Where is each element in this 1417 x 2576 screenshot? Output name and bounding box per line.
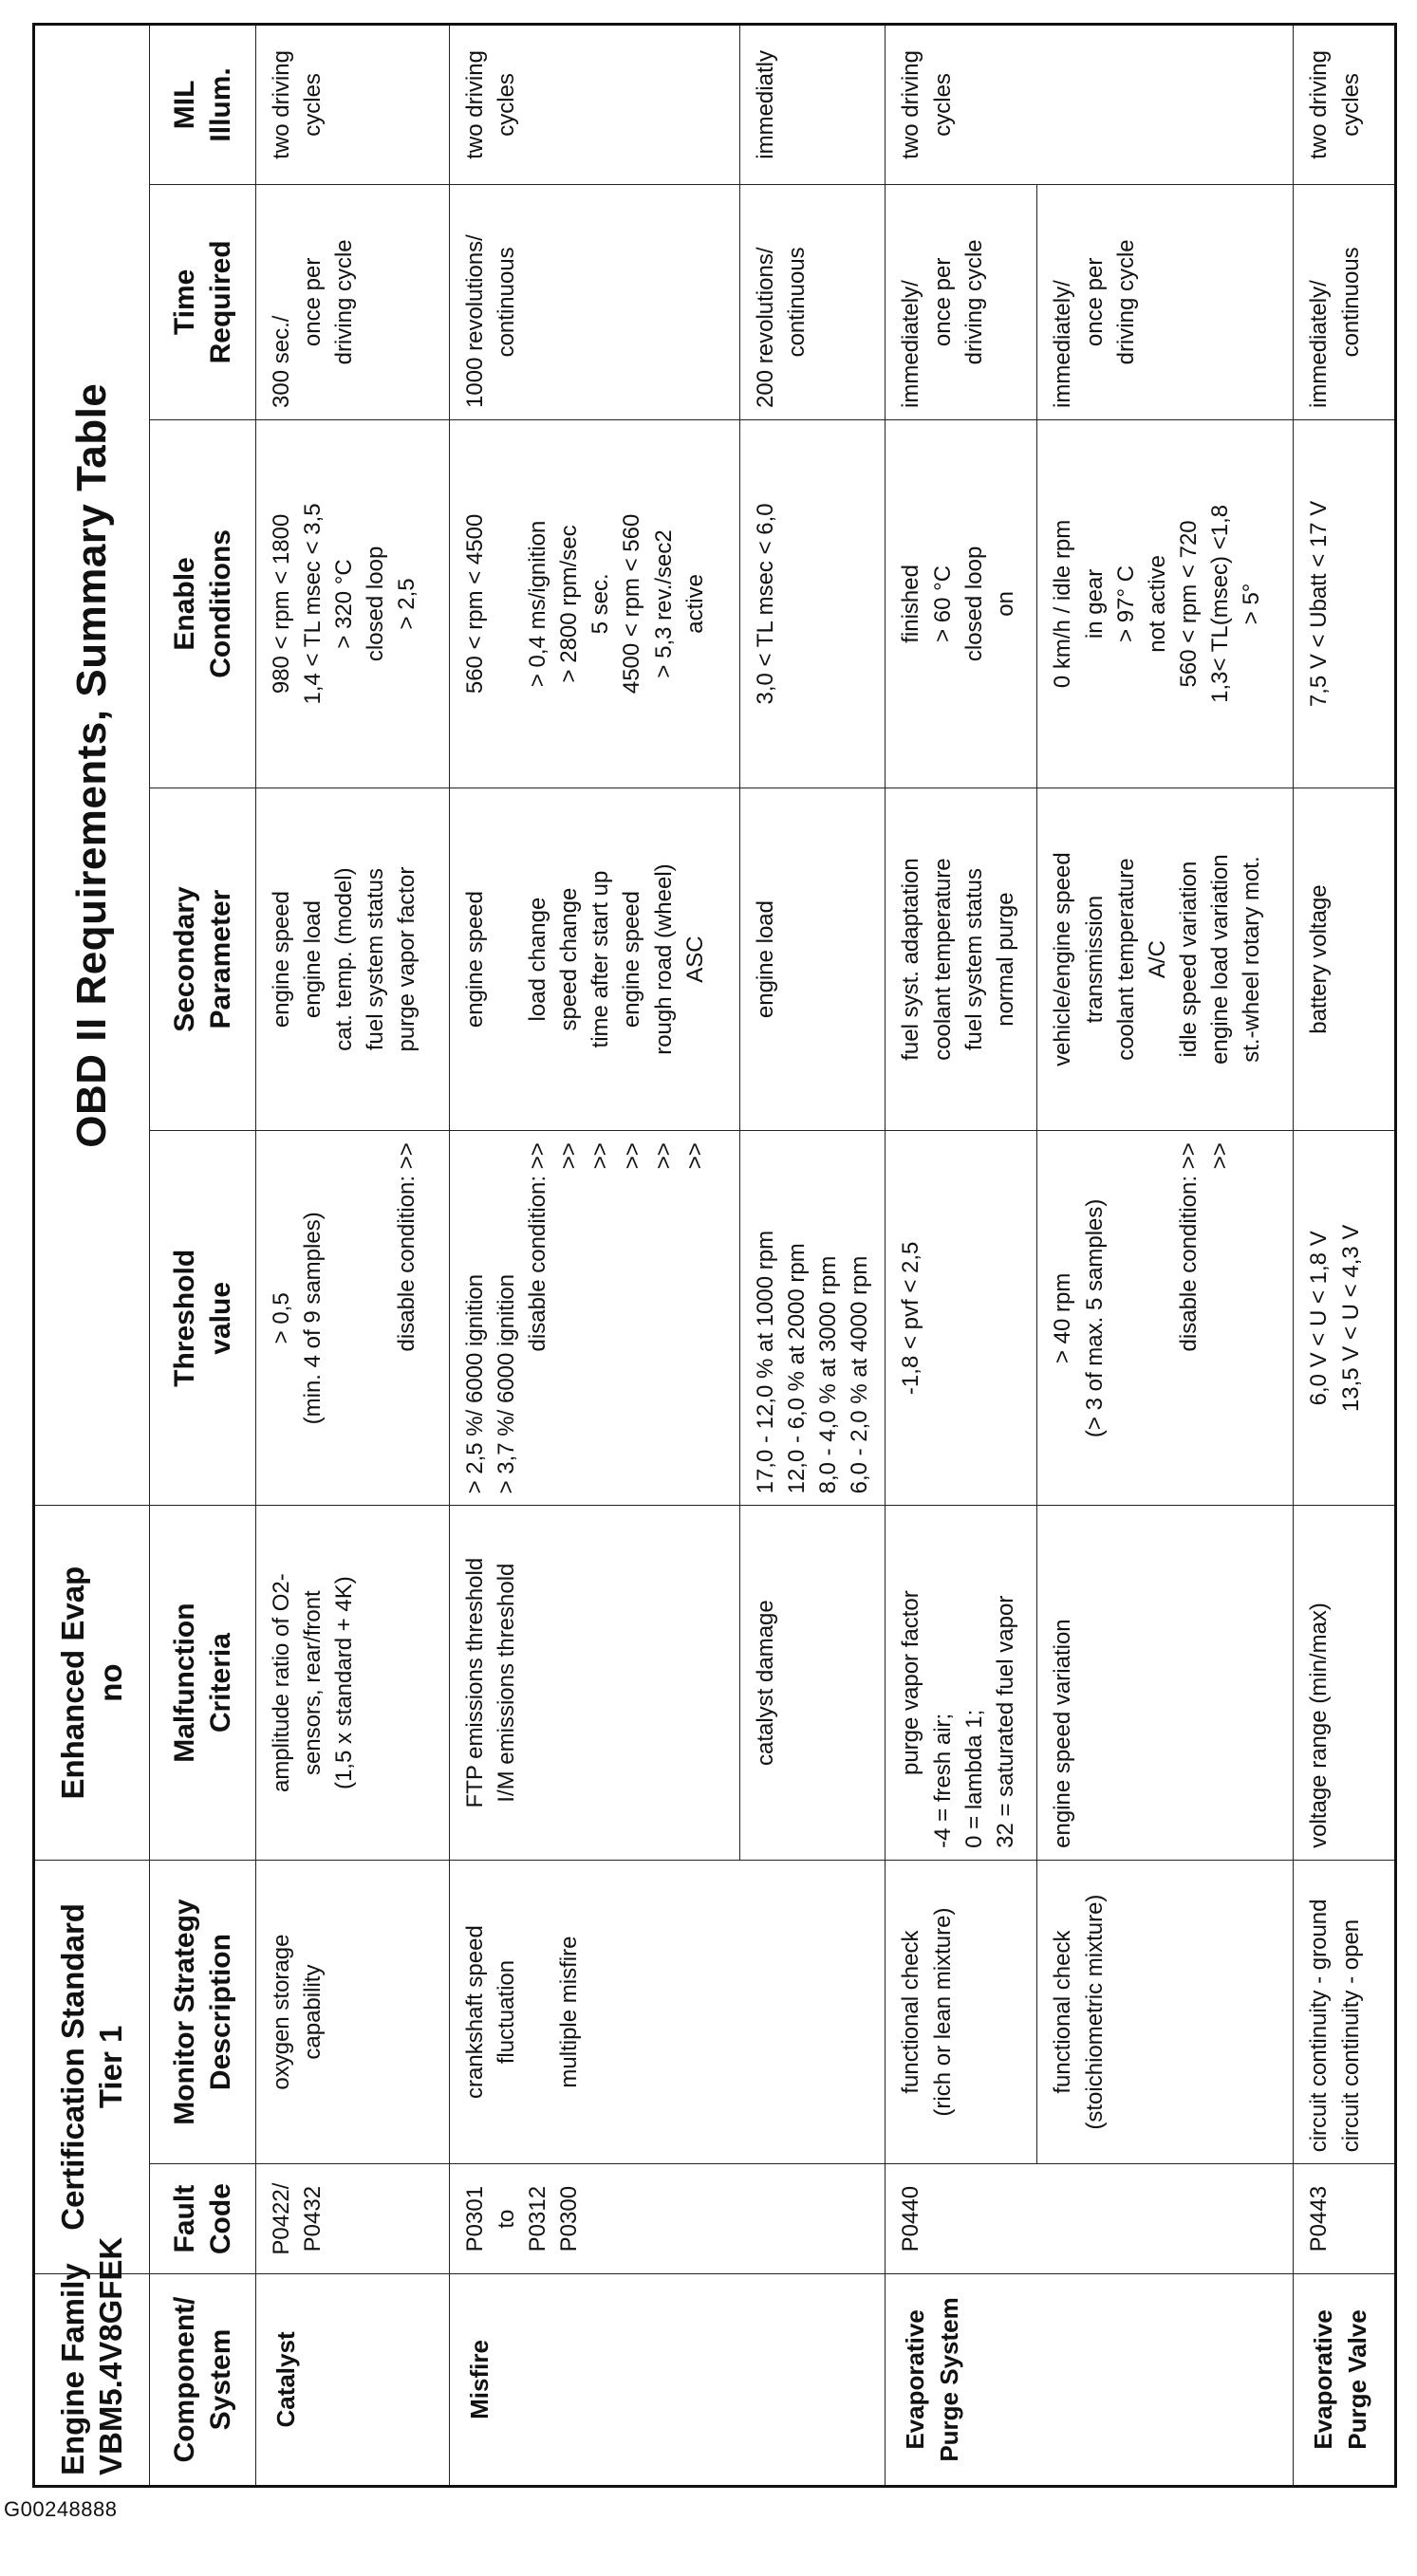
evap-system-sub-monitor: functional check (stoichiometric mixture) — [1037, 1860, 1294, 2163]
evap-system-sub-enable: 0 km/h / idle rpm in gear > 97° C not active 560 < rpm < 720 1,3< TL(msec) <1,8 > 5° — [1037, 419, 1294, 788]
purge-valve-secondary: battery voltage — [1294, 788, 1396, 1130]
misfire-sub-threshold: 17,0 - 12,0 % at 1000 rpm 12,0 - 6,0 % at 2000 rpm 8,0 - 4,0 % at 3000 rpm 6,0 - 2,0 % at 4000 rpm — [740, 1131, 886, 1506]
col-secondary: Secondary Parameter — [150, 788, 256, 1130]
evap-system-component: Evaporative Purge System — [886, 2273, 1294, 2486]
row-catalyst — [256, 25, 450, 2487]
misfire-fault: P0301 to P0312 P0300 — [450, 2164, 886, 2274]
enhanced-evap-header — [34, 1506, 150, 1860]
cert-value: Tier 1 — [93, 2025, 128, 2109]
misfire-monitor: crankshaft speed fluctuation multiple misfire — [450, 1860, 886, 2163]
col-monitor: Monitor Strategy Description — [150, 1860, 256, 2163]
catalyst-threshold: > 0,5 (min. 4 of 9 samples) disable condition: >> — [256, 1131, 450, 1506]
misfire-sub-enable: 3,0 < TL msec < 6,0 — [740, 419, 886, 788]
purge-valve-threshold: 6,0 V < U < 1,8 V 13,5 V < U < 4,3 V — [1294, 1131, 1396, 1506]
misfire-time: 1000 revolutions/ continuous — [450, 184, 740, 419]
purge-valve-malfunction: voltage range (min/max) — [1294, 1506, 1396, 1860]
col-time: Time Required — [150, 184, 256, 419]
misfire-enable: 560 < rpm < 4500 > 0,4 ms/ignition > 2800 rpm/sec 5 sec. 4500 < rpm < 560 > 5,3 rev./sec2 active — [450, 419, 740, 788]
evap-value: no — [93, 1663, 128, 1702]
misfire-mil: two driving cycles — [450, 25, 740, 185]
catalyst-time: 300 sec./ once per driving cycle — [256, 184, 450, 419]
evap-system-secondary: fuel syst. adaptation coolant temperature fuel system status normal purge — [886, 788, 1037, 1130]
evap-system-time: immediately/ once per driving cycle — [886, 184, 1037, 419]
misfire-sub-time: 200 revolutions/ continuous — [740, 184, 886, 419]
catalyst-component: Catalyst — [256, 2273, 450, 2486]
engine-family-header — [34, 2236, 150, 2486]
misfire-sub-malfunction: catalyst damage — [740, 1506, 886, 1860]
certification-header — [34, 1860, 150, 2273]
misfire-threshold: > 2,5 %/ 6000 ignition > 3,7 %/ 6000 ignition disable condition: >> >> >> >> >> >> — [450, 1131, 740, 1506]
evap-system-fault: P0440 — [886, 2164, 1294, 2274]
purge-valve-mil: two driving cycles — [1294, 25, 1396, 185]
engine-family-value: VBM5.4V8GFEK — [93, 2236, 128, 2475]
header-row-columns — [150, 25, 256, 2487]
misfire-component: Misfire — [450, 2273, 886, 2486]
document-id: G00248888 — [4, 2497, 118, 2521]
row-evap-purge-valve — [1294, 25, 1396, 2487]
catalyst-secondary: engine speed engine load cat. temp. (model) fuel system status purge vapor factor — [256, 788, 450, 1130]
misfire-sub-secondary: engine load — [740, 788, 886, 1130]
evap-system-monitor: functional check (rich or lean mixture) — [886, 1860, 1037, 2163]
col-mil: MIL Illum. — [150, 25, 256, 185]
evap-system-enable: finished > 60 °C closed loop on — [886, 419, 1037, 788]
evap-system-sub-secondary: vehicle/engine speed transmission coolant temperature A/C idle speed variation engine load variation st.-wheel rotary mot. — [1037, 788, 1294, 1130]
misfire-secondary: engine speed load change speed change time after start up engine speed rough road (wheel) ASC — [450, 788, 740, 1130]
evap-label: Enhanced Evap — [55, 1566, 91, 1800]
purge-valve-fault: P0443 — [1294, 2164, 1396, 2274]
purge-valve-monitor: circuit continuity - ground circuit continuity - open — [1294, 1860, 1396, 2163]
row-evap-purge-system — [886, 25, 1037, 2487]
catalyst-malfunction: amplitude ratio of O2- sensors, rear/front (1,5 x standard + 4K) — [256, 1506, 450, 1860]
purge-valve-component: Evaporative Purge Valve — [1294, 2273, 1396, 2486]
catalyst-enable: 980 < rpm < 1800 1,4 < TL msec < 3,5 > 320 °C closed loop > 2,5 — [256, 419, 450, 788]
engine-family-label: Engine Family — [55, 2263, 91, 2475]
purge-valve-enable: 7,5 V < Ubatt < 17 V — [1294, 419, 1396, 788]
obd-summary-table — [32, 23, 1397, 2488]
purge-valve-time: immediately/ continuous — [1294, 184, 1396, 419]
row-evap-purge-stoichiometric — [1037, 25, 1294, 2487]
catalyst-monitor: oxygen storage capability — [256, 1860, 450, 2163]
col-threshold: Threshold value — [150, 1131, 256, 1506]
evap-system-sub-malfunction: engine speed variation — [1037, 1506, 1294, 1860]
catalyst-mil: two driving cycles — [256, 25, 450, 185]
evap-system-threshold: -1,8 < pvf < 2,5 — [886, 1131, 1037, 1506]
col-component: Component/ System — [150, 2273, 256, 2486]
evap-system-sub-time: immediately/ once per driving cycle — [1037, 184, 1294, 419]
table-title: OBD II Requirements, Summary Table — [34, 25, 150, 1506]
cert-label: Certification Standard — [55, 1903, 91, 2231]
misfire-sub-mil: immediatly — [740, 25, 886, 185]
col-malfunction: Malfunction Criteria — [150, 1506, 256, 1860]
rotated-table-wrapper — [32, 23, 1391, 2488]
header-row-top — [34, 25, 150, 2487]
col-enable: Enable Conditions — [150, 419, 256, 788]
row-misfire — [450, 25, 740, 2487]
evap-system-sub-threshold: > 40 rpm (> 3 of max. 5 samples) disable condition: >> >> — [1037, 1131, 1294, 1506]
evap-system-mil: two driving cycles — [886, 25, 1294, 185]
misfire-malfunction: FTP emissions threshold I/M emissions threshold — [450, 1506, 740, 1860]
evap-system-malfunction: purge vapor factor -4 = fresh air; 0 = lambda 1; 32 = saturated fuel vapor — [886, 1506, 1037, 1860]
col-fault-code: Fault Code — [150, 2164, 256, 2274]
catalyst-fault: P0422/ P0432 — [256, 2164, 450, 2274]
